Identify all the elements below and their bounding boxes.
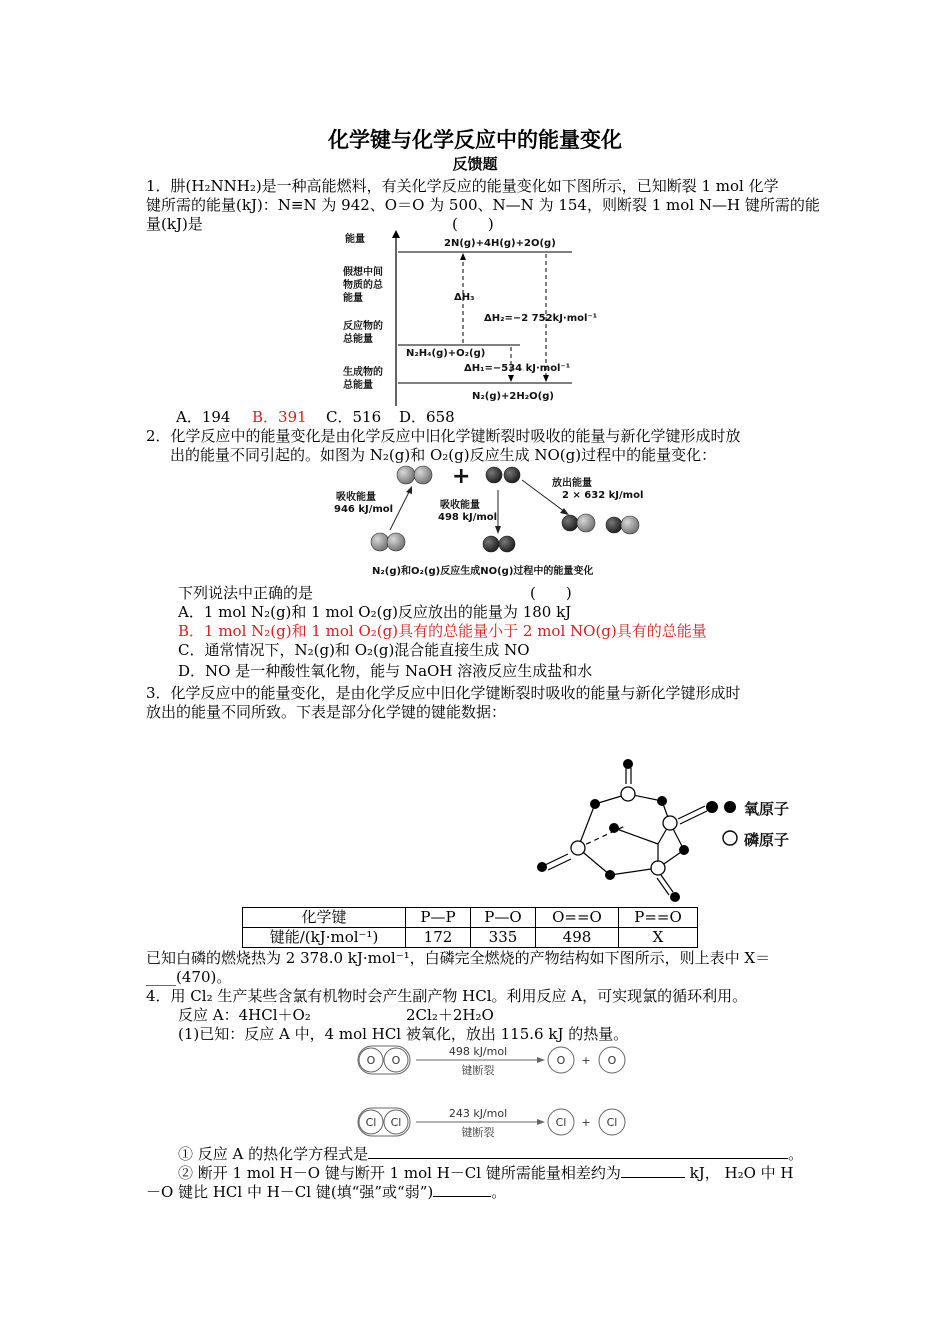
q4-s3 <box>146 1181 506 1202</box>
q1-answer-paren: ( ) <box>452 215 494 233</box>
dh1-label: ΔH₁=−534 kJ·mol⁻¹ <box>464 363 571 374</box>
q2-bond-diagram <box>330 462 670 580</box>
table-cell: 键能/(kJ·mol⁻¹) <box>243 928 406 948</box>
atom-o-3: O <box>556 1054 566 1067</box>
table-cell: X <box>619 928 698 948</box>
o-bond-energy: 498 kJ/mol <box>448 1045 508 1058</box>
dh3-label: ΔH₃ <box>454 292 475 303</box>
q2-figure-caption: N₂(g)和O₂(g)反应生成NO(g)过程中的能量变化 <box>372 566 594 577</box>
q1-energy-diagram <box>340 228 598 408</box>
plus-sign: + <box>581 1054 591 1067</box>
q4-reaction: 反应 A：4HCl＋O₂ <box>178 1006 311 1024</box>
q2-answer-paren: ( ) <box>530 584 572 602</box>
atom-cl-3: Cl <box>555 1116 567 1129</box>
q1-line1: 1．肼(H₂NNH₂)是一种高能燃料，有关化学反应的能量变化如下图所示，已知断裂 1 mol 化学 <box>146 177 779 195</box>
q4-part1: (1)已知：反应 A 中，4 mol HCl 被氧化，放出 115.6 kJ 的热量。 <box>178 1025 629 1043</box>
table-cell: 化学键 <box>243 908 406 928</box>
table-row <box>243 928 698 948</box>
atom-o-4: O <box>607 1054 617 1067</box>
q4-s2 <box>178 1162 794 1183</box>
release-value: 2 × 632 kJ/mol <box>562 490 644 501</box>
table-header-row <box>243 908 698 928</box>
q2-line1: 2．化学反应中的能量变化是由化学反应中旧化学键断裂时吸收的能量与新化学键形成时放 <box>146 427 741 445</box>
q1-line3: 量(kJ)是 <box>146 215 203 233</box>
dh2-label: ΔH₂=−2 752kJ·mol⁻¹ <box>484 313 598 324</box>
q1-option-b: B．391 <box>252 408 307 426</box>
table-cell: P—P <box>406 908 471 928</box>
table-cell: P—O <box>471 908 536 928</box>
bond-energy-table <box>242 907 698 948</box>
plus-sign: + <box>581 1116 591 1129</box>
plus-sign: + <box>452 464 471 489</box>
q1-line2: 键所需的能量(kJ)：N≡N 为 942、O＝O 为 500、N—N 为 154，则断裂 1 mol N—H 键所需的能 <box>146 196 820 214</box>
hypo-label-1: 假想中间 <box>343 267 383 278</box>
atom-o-1: O <box>366 1054 376 1067</box>
top-species: 2N(g)+4H(g)+2O(g) <box>444 238 556 249</box>
q1-option-a: A．194 <box>176 408 231 426</box>
legend-phosphorus: 磷原子 <box>744 831 790 849</box>
answer-blank-energy-diff[interactable] <box>621 1163 685 1178</box>
prod-label-2: 总能量 <box>343 380 373 391</box>
absorb2-value: 498 kJ/mol <box>438 512 498 523</box>
q4-s1-end: 。 <box>788 1145 804 1163</box>
atom-o-2: O <box>391 1054 401 1067</box>
cl-bond-break-label: 键断裂 <box>461 1126 495 1139</box>
q2-line2: 出的能量不同引起的。如图为 N₂(g)和 O₂(g)反应生成 NO(g)过程中的能量变化： <box>170 446 717 464</box>
table-cell: 172 <box>406 928 471 948</box>
bond-break-diagrams <box>356 1044 631 1139</box>
q2-stem: 下列说法中正确的是 <box>178 584 314 602</box>
page-subtitle: 反馈题 <box>452 155 498 173</box>
legend-oxygen: 氧原子 <box>744 800 790 818</box>
q4-reaction-products: 2Cl₂＋2H₂O <box>406 1006 494 1024</box>
hypo-label-2: 物质的总 <box>343 280 383 291</box>
table-cell: O==O <box>536 908 619 928</box>
release-title: 放出能量 <box>552 478 592 489</box>
page-title: 化学键与化学反应中的能量变化 <box>328 128 622 152</box>
q3-line1: 3．化学反应中的能量变化，是由化学反应中旧化学键断裂时吸收的能量与新化学键形成时 <box>146 684 741 702</box>
o-bond-break-label: 键断裂 <box>461 1064 495 1077</box>
q2-option-d: D．NO 是一种酸性氧化物，能与 NaOH 溶液反应生成盐和水 <box>178 662 593 680</box>
table-cell: 498 <box>536 928 619 948</box>
hypo-label-3: 能量 <box>343 293 363 304</box>
q2-option-c: C．通常情况下，N₂(g)和 O₂(g)混合能直接生成 NO <box>178 641 530 659</box>
q3-after2: ____(470)。 <box>146 968 232 986</box>
q3-line2: 放出的能量不同所致。下表是部分化学键的键能数据： <box>146 703 507 721</box>
react-label-2: 总能量 <box>343 334 373 345</box>
cl-bond-energy: 243 kJ/mol <box>448 1107 508 1120</box>
products-label: N₂(g)+2H₂O(g) <box>472 391 554 402</box>
q4-s1-text: ① 反应 A 的热化学方程式是 <box>178 1145 369 1163</box>
prod-label-1: 生成物的 <box>343 367 383 378</box>
q4-s3-end: 。 <box>491 1183 507 1201</box>
q4-line1: 4．用 Cl₂ 生产某些含氯有机物时会产生副产物 HCl。利用反应 A，可实现氯的循环利用。 <box>146 987 748 1005</box>
absorb2-title: 吸收能量 <box>440 500 480 511</box>
q3-after1: 已知白磷的燃烧热为 2 378.0 kJ·mol⁻¹，白磷完全燃烧的产物结构如下图所示，则上表中 X＝ <box>146 949 771 967</box>
q4-s2-text: ② 断开 1 mol H－O 键与断开 1 mol H－Cl 键所需能量相差约为 <box>178 1164 621 1182</box>
atom-cl-2: Cl <box>390 1116 402 1129</box>
absorb1-title: 吸收能量 <box>336 492 376 503</box>
q4-s3-text: －O 键比 HCl 中 H－Cl 键(填“强”或“弱”) <box>146 1183 434 1201</box>
q1-option-d: D．658 <box>399 408 455 426</box>
q2-option-a: A．1 mol N₂(g)和 1 mol O₂(g)反应放出的能量为 180 kJ <box>178 603 572 621</box>
atom-cl-1: Cl <box>365 1116 377 1129</box>
absorb1-value: 946 kJ/mol <box>334 504 394 515</box>
react-label-1: 反应物的 <box>343 321 383 332</box>
p4o10-structure <box>530 756 810 906</box>
reactants-label: N₂H₄(g)+O₂(g) <box>406 348 486 359</box>
table-cell: 335 <box>471 928 536 948</box>
q4-s2-tail: kJ， H₂O 中 H <box>684 1164 794 1182</box>
answer-blank-equation[interactable] <box>368 1144 788 1159</box>
atom-cl-4: Cl <box>606 1116 618 1129</box>
energy-axis-label: 能量 <box>345 234 365 245</box>
answer-blank-strength[interactable] <box>433 1182 491 1197</box>
q4-s1 <box>178 1143 803 1164</box>
q2-option-b: B．1 mol N₂(g)和 1 mol O₂(g)具有的总能量小于 2 mol NO(g)具有的总能量 <box>178 622 707 640</box>
q1-option-c: C．516 <box>326 408 382 426</box>
table-cell: P==O <box>619 908 698 928</box>
